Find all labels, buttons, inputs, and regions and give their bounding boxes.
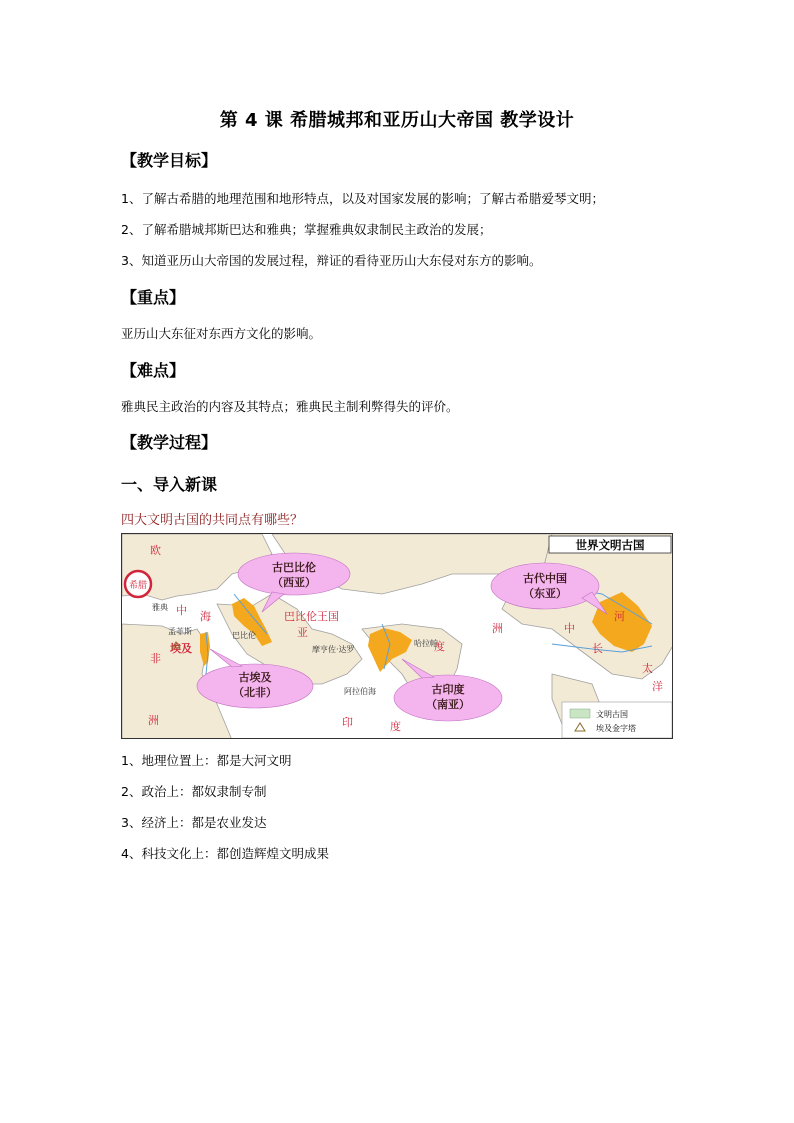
label-hala: 哈拉帕 bbox=[414, 639, 438, 648]
label-ya: 亚 bbox=[297, 626, 308, 639]
label-du: 度 bbox=[434, 640, 445, 653]
label-babilun: 巴比伦 bbox=[232, 631, 256, 640]
intro-subheading: 一、导入新课 bbox=[121, 475, 218, 494]
label-jinzita: 孟菲斯 bbox=[168, 627, 192, 636]
key-point-text: 亚历山大东征对东西方文化的影响。 bbox=[121, 326, 322, 341]
objectives-heading: 【教学目标】 bbox=[121, 151, 218, 170]
legend-pyramid: 埃及金字塔 bbox=[596, 724, 636, 733]
process-heading: 【教学过程】 bbox=[121, 433, 218, 452]
label-ou: 欧 bbox=[150, 544, 161, 557]
india-callout-line2: （南亚） bbox=[426, 698, 470, 711]
label-du2: 度 bbox=[390, 720, 401, 733]
answer-1: 1、地理位置上：都是大河文明 bbox=[121, 753, 292, 768]
page-title: 第 4 课 希腊城邦和亚历山大帝国 教学设计 bbox=[219, 110, 575, 131]
label-hai: 海 bbox=[200, 610, 211, 623]
label-mohenjo: 摩亨佐·达罗 bbox=[312, 645, 355, 654]
egypt-callout-line1: 古埃及 bbox=[238, 671, 272, 684]
label-he: 河 bbox=[614, 610, 625, 623]
greece-label: 希腊 bbox=[128, 581, 148, 591]
babylon-callout-line2: （西亚） bbox=[272, 576, 316, 589]
answer-4: 4、科技文化上：都创造辉煌文明成果 bbox=[121, 846, 329, 861]
label-aiji: 埃及 bbox=[170, 642, 192, 655]
china-callout-line1: 古代中国 bbox=[523, 572, 567, 585]
answer-3: 3、经济上：都是农业发达 bbox=[121, 815, 267, 830]
legend-civilization: 文明古国 bbox=[596, 710, 628, 719]
label-zhou: 洲 bbox=[492, 622, 503, 635]
china-callout bbox=[491, 563, 599, 609]
label-babilun-kingdom: 巴比伦王国 bbox=[284, 610, 339, 623]
answer-2: 2、政治上：都奴隶制专制 bbox=[121, 784, 267, 799]
india-callout-line1: 古印度 bbox=[431, 683, 465, 696]
objective-item-3: 3、知道亚历山大帝国的发展过程，辩证的看待亚历山大东侵对东方的影响。 bbox=[121, 253, 542, 268]
label-tai: 太 bbox=[642, 662, 653, 675]
label-yadian: 雅典 bbox=[152, 603, 168, 612]
babylon-callout-line1: 古巴比伦 bbox=[272, 561, 316, 574]
label-fei: 非 bbox=[150, 652, 161, 665]
china-callout-line2: （东亚） bbox=[523, 587, 567, 600]
label-yin: 印 bbox=[342, 716, 353, 729]
label-zhou2: 洲 bbox=[148, 714, 159, 727]
egypt-callout-line2: （北非） bbox=[233, 686, 277, 699]
label-zhong: 中 bbox=[176, 604, 187, 617]
world-civilizations-map bbox=[121, 533, 673, 739]
key-point-heading: 【重点】 bbox=[121, 288, 186, 307]
difficult-point-text: 雅典民主政治的内容及其特点；雅典民主制利弊得失的评价。 bbox=[121, 399, 459, 414]
objective-item-1: 1、了解古希腊的地理范围和地形特点，以及对国家发展的影响；了解古希腊爱琴文明； bbox=[121, 191, 604, 206]
objective-item-2: 2、了解希腊城邦斯巴达和雅典；掌握雅典奴隶制民主政治的发展； bbox=[121, 222, 492, 237]
difficult-point-heading: 【难点】 bbox=[121, 361, 186, 380]
map-legend bbox=[562, 702, 672, 738]
intro-question: 四大文明古国的共同点有哪些？ bbox=[121, 513, 304, 528]
map-title: 世界文明古国 bbox=[575, 538, 645, 552]
label-zhong2: 中 bbox=[564, 622, 575, 635]
label-chang: 长 bbox=[592, 642, 603, 655]
label-alabo: 阿拉伯海 bbox=[344, 687, 376, 696]
label-yang: 洋 bbox=[652, 680, 663, 693]
